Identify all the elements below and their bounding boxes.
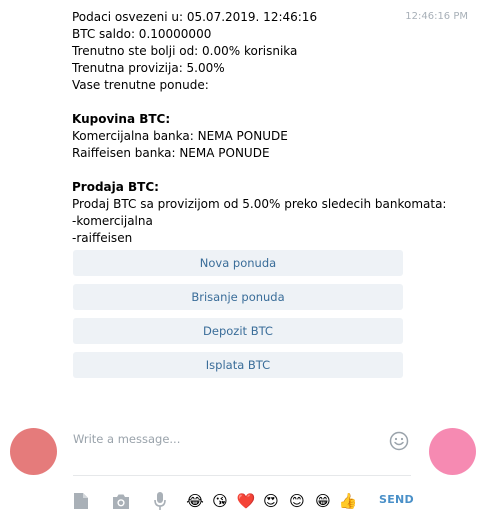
buy-line: Raiffeisen banka: NEMA PONUDE: [72, 146, 270, 160]
buy-line: Komercijalna banka: NEMA PONUDE: [72, 129, 288, 143]
sell-line: Prodaj BTC sa provizijom od 5.00% preko sledecih bankomata:: [72, 197, 447, 211]
depozit-btc-button[interactable]: Depozit BTC: [73, 318, 403, 344]
inline-keyboard: [73, 250, 403, 386]
avatar-right[interactable]: [429, 428, 476, 475]
avatar-left[interactable]: [10, 428, 57, 475]
camera-icon[interactable]: [110, 490, 132, 512]
emoji-heart-icon[interactable]: ❤️: [236, 492, 256, 510]
sell-line: -raiffeisen: [72, 231, 133, 245]
message-line: Trenutna provizija: 5.00%: [72, 61, 225, 75]
message-line: BTC saldo: 0.10000000: [72, 27, 212, 41]
emoji-smile-icon[interactable]: 😊: [289, 492, 305, 510]
smiley-icon[interactable]: [389, 431, 409, 451]
brisanje-ponuda-button[interactable]: Brisanje ponuda: [73, 284, 403, 310]
sell-heading: Prodaja BTC:: [72, 180, 159, 194]
sell-line: -komercijalna: [72, 214, 153, 228]
document-icon[interactable]: [72, 490, 90, 512]
nova-ponuda-button[interactable]: Nova ponuda: [73, 250, 403, 276]
spacer: [72, 162, 412, 179]
composer: [73, 424, 411, 474]
composer-toolbar: [70, 490, 415, 512]
message-line: Podaci osvezeni u: 05.07.2019. 12:46:16: [72, 10, 318, 24]
emoji-grin-icon[interactable]: 😁: [315, 492, 331, 510]
message-line: Vase trenutne ponude:: [72, 78, 209, 92]
emoji-tears-of-joy-icon[interactable]: 😂: [186, 492, 204, 510]
emoji-heart-eyes-icon[interactable]: 😍: [263, 492, 279, 510]
composer-divider: [73, 475, 411, 476]
emoji-thumbs-up-icon[interactable]: 👍: [338, 492, 358, 510]
isplata-btc-button[interactable]: Isplata BTC: [73, 352, 403, 378]
message-input[interactable]: [73, 430, 373, 448]
send-button[interactable]: SEND: [379, 493, 414, 506]
emoji-kiss-icon[interactable]: 😘: [212, 492, 228, 510]
message-timestamp: 12:46:16 PM: [405, 11, 468, 22]
buy-heading: Kupovina BTC:: [72, 112, 171, 126]
spacer: [72, 94, 412, 111]
message-line: Trenutno ste bolji od: 0.00% korisnika: [72, 44, 298, 58]
microphone-icon[interactable]: [151, 490, 169, 512]
